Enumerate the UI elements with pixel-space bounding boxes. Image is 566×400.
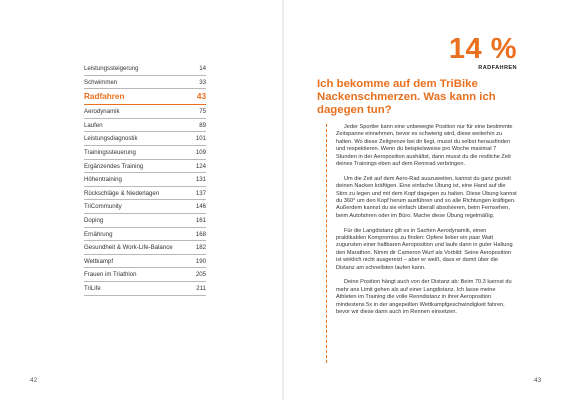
toc-label: Wettkampf xyxy=(84,257,114,265)
dashed-margin-line xyxy=(326,124,327,363)
toc-page-number: 43 xyxy=(196,92,206,102)
toc-row xyxy=(84,89,206,105)
toc-label: Ergänzendes Training xyxy=(84,162,144,170)
toc-page-number: 161 xyxy=(195,216,206,224)
toc-label: Leistungssteigerung xyxy=(84,65,139,72)
toc-label: Ernährung xyxy=(84,230,113,238)
toc-label: Gesundheit & Work-Life-Balance xyxy=(84,244,173,252)
stat-value: 14 % xyxy=(448,33,517,65)
toc-label: Schwimmen xyxy=(84,78,118,86)
toc-page-number: 33 xyxy=(199,78,206,86)
toc-label: Aerodynamik xyxy=(84,108,120,116)
stat-block xyxy=(449,34,517,71)
toc-row xyxy=(84,76,206,90)
toc-row xyxy=(84,228,206,242)
toc-page-number: 146 xyxy=(195,203,206,211)
toc-page-number: 89 xyxy=(199,121,206,129)
right-page xyxy=(283,0,566,400)
toc-page-number: 182 xyxy=(195,244,206,252)
toc-label: Höhentraining xyxy=(84,176,122,184)
toc-label: Leistungsdiagnostik xyxy=(84,135,138,143)
toc-page-number: 75 xyxy=(199,108,206,116)
toc-label: Trainingssteuerung xyxy=(84,148,136,156)
paragraph: Deine Position hängt auch von der Distanz ab: Beim 70.3 kannst du mehr ans Limit gehen als auf einer Langdistanz. Ich lasse meine Athleten im Training die volle Renndistanz in ihrer Aeroposition mindestens 5x in der angepeilten Wettkampfgeschwindigkeit fahren, bevor wir diese dann auch im Rennen einsetzen. xyxy=(336,279,512,316)
toc-row xyxy=(84,173,206,187)
left-page-number: 42 xyxy=(30,377,38,384)
paragraph: Um die Zeit auf dem Aero-Rad auszuweiten, kannst du ganz gezielt deinen Nacken kräftigen. Eine einfache Übung ist, eine Hand auf die Stirn zu legen und mit dem Kopf dagegen zu halten. Diese Übung kannst du 360° um den Kopf herum ausführen und so alle Richtungen kräftigen. Außerdem kannst du sie einfach überall absolvieren, beim Fernsehen, beim Autofahren oder im Büro. Mache diese Übung regelmäßig. xyxy=(336,175,517,219)
paragraph: Für die Langdistanz gilt es in Sachen Aerodynamik, einen praktikablen Kompromiss zu finden: Opfere lieber ein paar Watt zugunsten einer haltbaren Aeroposition und laufe dann in guter Haltung den Marathon. Nimm dir Cameron Wurf als Vorbild: Seine Aeroposition ist wirklich nicht ausgereizt – aber er weiß, dass er damit über die Distanz am schnellsten laufen kann. xyxy=(336,227,513,271)
toc-row xyxy=(84,268,206,282)
toc-page-number: 131 xyxy=(195,176,206,184)
question-heading: Ich bekomme auf dem TriBike Nackenschmerzen. Was kann ich dagegen tun? xyxy=(317,78,496,116)
toc-row xyxy=(84,62,206,76)
toc-label: Doping xyxy=(84,216,104,224)
toc-page-number: 14 xyxy=(199,65,206,72)
toc-page-number: 205 xyxy=(195,271,206,279)
body-text xyxy=(336,124,517,324)
stat-label: RADFAHREN xyxy=(478,65,517,71)
toc-label: Radfahren xyxy=(84,92,125,102)
toc-row xyxy=(84,105,206,119)
toc-page-number: 190 xyxy=(195,257,206,265)
toc-page-number: 124 xyxy=(195,162,206,170)
toc-page-number: 137 xyxy=(195,189,206,197)
toc-row xyxy=(84,241,206,255)
toc-row xyxy=(84,200,206,214)
toc-row xyxy=(84,255,206,269)
toc-label: Rückschläge & Niederlagen xyxy=(84,189,160,197)
paragraph: Jeder Sportler kann eine unbewegte Position nur für eine bestimmte Zeitspanne einnehmen, bevor es schwierig wird, diese weiterhin zu halten. Wo diese Zeitgrenze bei dir liegt, musst du selbst herausfinden und respektieren. Wenn du beispielsweise pro Woche maximal 7 Stunden in der Aeroposition aushältst, dann musst du die restliche Zeit deines Trainings eben auf dem Rennrad verbringen. xyxy=(336,124,513,168)
toc-row xyxy=(84,187,206,201)
toc-page-number: 109 xyxy=(195,148,206,156)
right-page-number: 43 xyxy=(534,377,542,384)
toc-row xyxy=(84,132,206,146)
toc-label: Frauen im Triathlon xyxy=(84,271,137,279)
toc-row xyxy=(84,214,206,228)
toc-label: TriCommunity xyxy=(84,203,122,211)
toc-row xyxy=(84,119,206,133)
toc-row xyxy=(84,282,206,296)
toc-label: Laufen xyxy=(84,121,103,129)
toc-row xyxy=(84,160,206,174)
toc-row xyxy=(84,146,206,160)
toc-label: TriLife xyxy=(84,284,101,292)
toc-page-number: 168 xyxy=(195,230,206,238)
table-of-contents xyxy=(84,62,206,296)
toc-page-number: 101 xyxy=(195,135,206,143)
toc-page-number: 211 xyxy=(196,284,206,292)
